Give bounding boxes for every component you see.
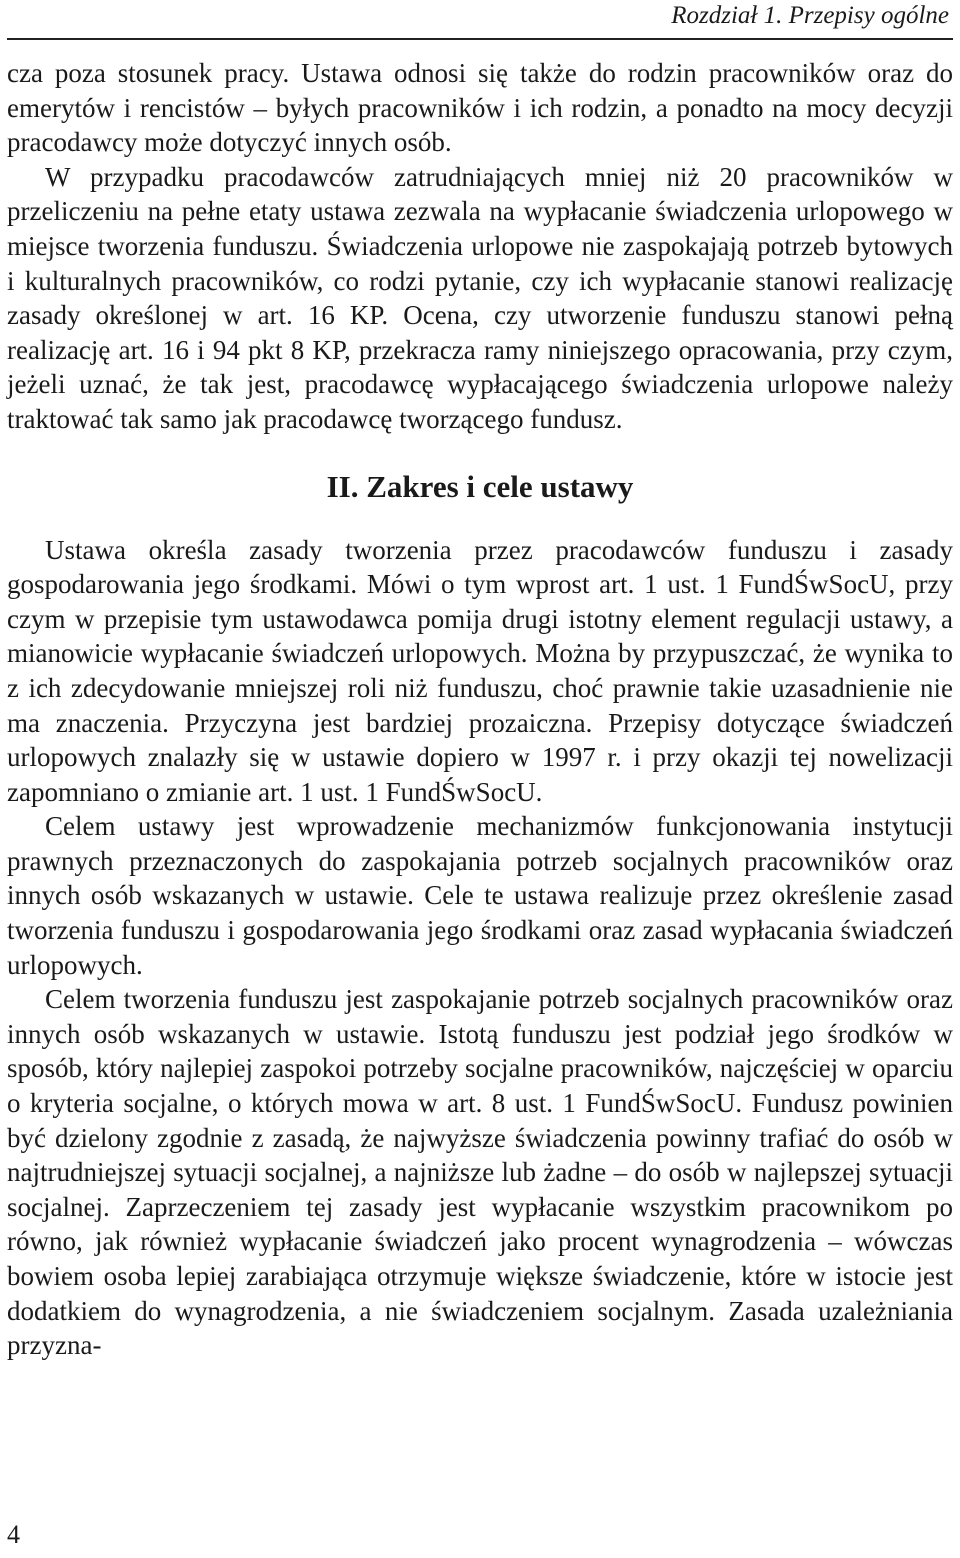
paragraph: W przypadku pracodawców zatrudniających mniej niż 20 pracowników w przeliczeniu na pełne etaty ustawa zezwala na wypłacanie świadczenia urlopowego w miejsce tworzenia funduszu. Świadczenia urlopowe nie zaspokajają potrzeb bytowych i kulturalnych pracowników, co rodzi pytanie, czy ich wypłacanie stanowi realizację zasady określonej w art. 16 KP. Ocena, czy utworzenie funduszu stanowi pełną realizację art. 16 i 94 pkt 8 KP, przekracza ramy niniejszego opracowania, przy czym, jeżeli uznać, że tak jest, pracodawcę wypłacającego świadczenia urlopowe należy traktować tak samo jak pracodawcę tworzącego fundusz. [7, 161, 953, 434]
paragraph: Celem ustawy jest wprowadzenie mechanizmów funkcjonowania instytucji prawnych przeznaczonych do zaspokajania potrzeb socjalnych pracowników oraz innych osób wskazanych w ustawie. Cele te ustawa realizuje przez określenie zasad tworzenia funduszu i gospodarowania jego środkami oraz zasad wypłacania świadczeń urlopowych. [7, 811, 953, 980]
section-heading: II. Zakres i cele ustawy [326, 468, 634, 504]
paragraph: Ustawa określa zasady tworzenia przez pracodawców funduszu i zasady gospodarowania jego środkami. Mówi o tym wprost art. 1 ust. 1 FundŚwSocU, przy czym w przepisie tym ustawodawca pomija drugi istotny element regulacji ustawy, a mianowicie wypłacanie świadczeń urlopowych. Można by przypuszczać, że wynika to z ich zdecydowanie mniejszej roli niż funduszu, choć prawnie takie uzasadnienie nie ma znaczenia. Przyczyna jest bardziej prozaiczna. Przepisy dotyczące świadczeń urlopowych znalazły się w ustawie dopiero w 1997 r. i przy okazji tej nowelizacji zapomniano o zmianie art. 1 ust. 1 FundŚwSocU. [7, 534, 953, 807]
document-page [7, 0, 953, 1558]
paragraph-continuation: cza poza stosunek pracy. Ustawa odnosi się także do rodzin pracowników oraz do emerytów i rencistów – byłych pracowników i ich rodzin, a ponadto na mocy decyzji pracodawcy może dotyczyć innych osób. [7, 58, 953, 158]
running-head: Rozdział 1. Przepisy ogólne [671, 2, 949, 29]
page-number: 4 [7, 1520, 20, 1549]
paragraph: Celem tworzenia funduszu jest zaspokajanie potrzeb socjalnych pracowników oraz innych osób wskazanych w ustawie. Istotą funduszu jest podział jego środków w sposób, który najlepiej zaspokoi potrzeby socjalne pracowników, najczęściej w oparciu o kryteria socjalne, o których mowa w art. 8 ust. 1 FundŚwSocU. Fundusz powinien być dzielony zgodnie z zasadą, że najwyższe świadczenia powinny trafiać do osób w najtrudniejszej sytuacji socjalnej, a najniższe lub żadne – do osób w najlepszej sytuacji socjalnej. Zaprzeczeniem tej zasady jest wypłacanie wszystkim pracownikom po równo, jak również wypłacanie świadczeń jako procent wynagrodzenia – wówczas bowiem osoba lepiej zarabiająca otrzymuje większe świadczenie, które w istocie jest dodatkiem do wynagrodzenia, a nie świadczeniem socjalnym. Zasada uzależniania przyzna- [7, 984, 953, 1361]
body-text [7, 56, 953, 1363]
header-rule [7, 38, 953, 40]
